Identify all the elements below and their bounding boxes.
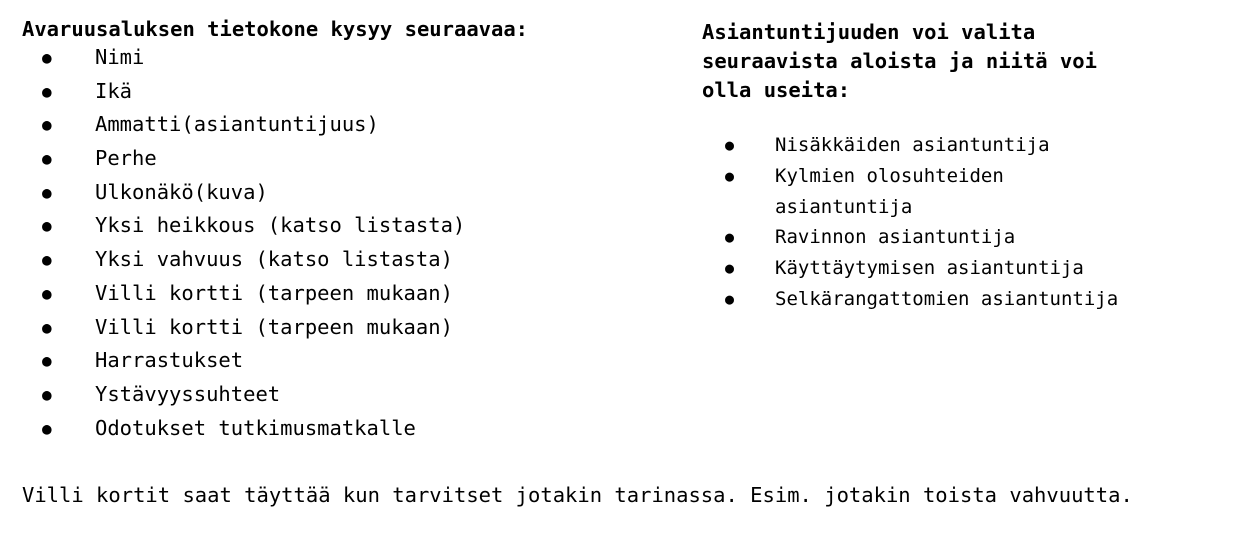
list-item-label: Ravinnon asiantuntija [775, 226, 1016, 249]
list-item-label: Yksi vahvuus (katso listasta) [95, 247, 453, 272]
bullet-icon: ● [42, 149, 52, 169]
list-item-label: Nimi [95, 45, 145, 69]
bullet-icon: ● [725, 289, 735, 308]
list-item [0, 130, 1215, 161]
list-item-label: Kylmien olosuhteiden asiantuntija [775, 164, 1004, 218]
list-item [0, 253, 1215, 284]
list-item-label: Ammatti(asiantuntijuus) [95, 112, 379, 137]
list-item-label: Yksi heikkous (katso listasta) [95, 213, 466, 238]
list-item-label: Käyttäytymisen asiantuntija [775, 257, 1084, 280]
bullet-icon: ● [725, 259, 735, 278]
bullet-icon: ● [42, 351, 52, 371]
bullet-icon: ● [42, 418, 52, 438]
bullet-icon: ● [725, 136, 735, 154]
list-item-label: Villi kortti (tarpeen mukaan) [95, 314, 453, 339]
bullet-icon: ● [42, 317, 52, 337]
bullet-icon: ● [42, 48, 52, 67]
list-item-label: Ulkonäkö(kuva) [95, 179, 268, 204]
bullet-icon: ● [42, 283, 52, 303]
list-item [0, 161, 1215, 223]
list-item-label: Harrastukset [95, 348, 244, 373]
bullet-icon: ● [42, 216, 52, 236]
list-item-label: Perhe [95, 146, 157, 171]
bullet-icon: ● [42, 81, 52, 101]
list-item-label: Ikä [95, 78, 133, 103]
list-item [0, 222, 1215, 253]
bullet-icon: ● [42, 182, 52, 202]
right-heading: Asiantuntijuuden voi valita seuraavista aloista ja niitä voi olla useita: [702, 20, 1097, 102]
left-heading: Avaruusaluksen tietokone kysyy seuraavaa: [22, 17, 529, 41]
list-item [0, 284, 1215, 315]
bullet-icon: ● [725, 166, 735, 185]
bullet-icon: ● [42, 115, 52, 135]
bullet-icon: ● [42, 250, 52, 270]
list-item-label: Nisäkkäiden asiantuntija [775, 134, 1050, 156]
footer-note: Villi kortit saat täyttää kun tarvitset jotakin tarinassa. Esim. jotakin toista vahvuutta. [22, 483, 1133, 507]
list-item-label: Ystävyyssuhteet [95, 381, 281, 406]
list-item-label: Villi kortti (tarpeen mukaan) [95, 280, 453, 305]
list-item-label: Selkärangattomien asiantuntija [775, 287, 1119, 310]
bullet-icon: ● [42, 384, 52, 404]
expertise-list [0, 130, 1215, 315]
bullet-icon: ● [725, 228, 735, 247]
list-item-label: Odotukset tutkimusmatkalle [95, 415, 416, 440]
